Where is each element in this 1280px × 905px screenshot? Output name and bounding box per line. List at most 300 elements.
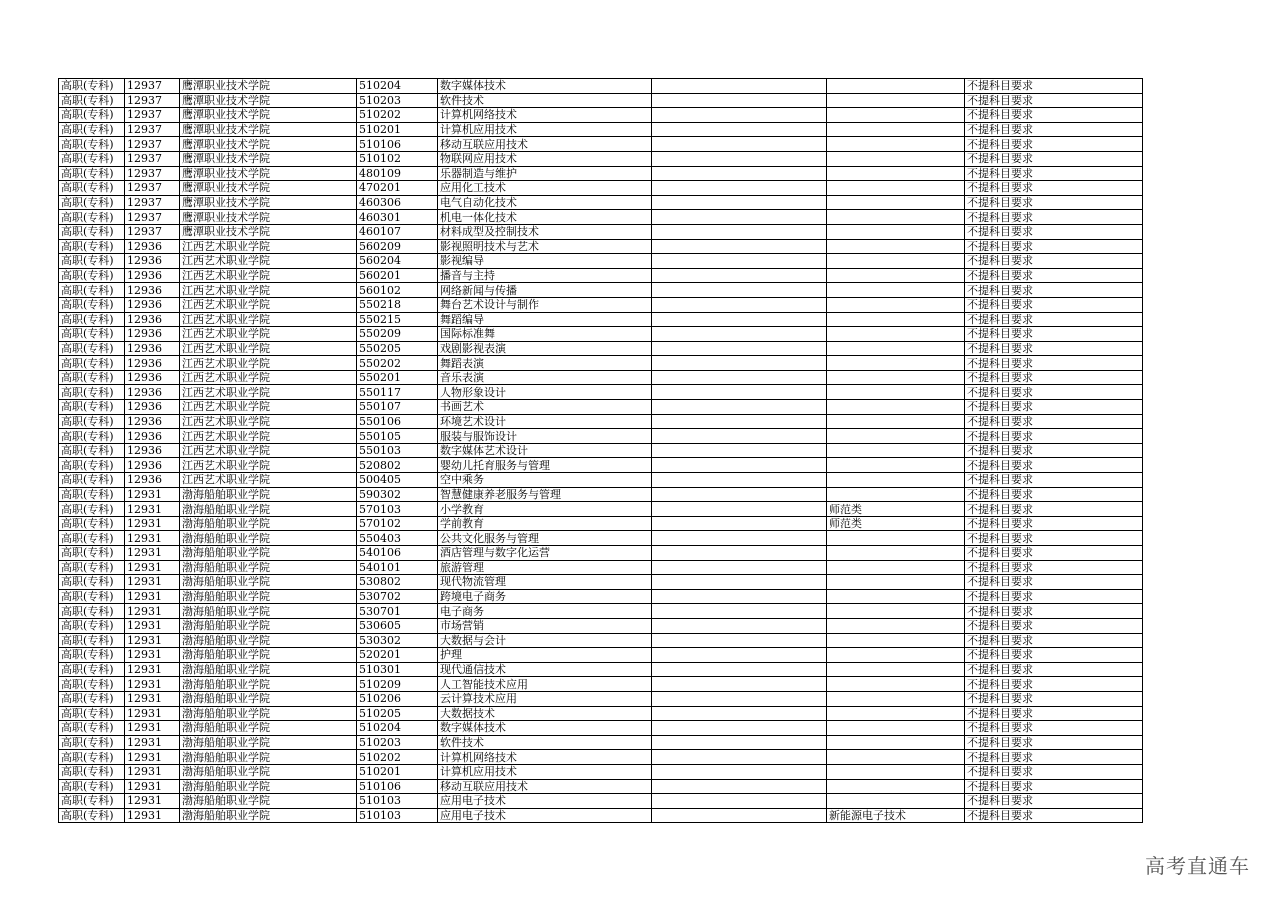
school-name-cell: 渤海船舶职业学院 <box>180 633 357 648</box>
school-code-cell: 12931 <box>125 575 180 590</box>
category-cell: 新能源电子技术 <box>827 808 965 823</box>
category-cell <box>827 458 965 473</box>
subject-requirement-cell: 不提科目要求 <box>965 575 1143 590</box>
table-row <box>59 151 1143 166</box>
school-code-cell: 12931 <box>125 764 180 779</box>
major-name-cell: 播音与主持 <box>438 268 652 283</box>
school-name-cell: 江西艺术职业学院 <box>180 283 357 298</box>
category-cell <box>827 341 965 356</box>
note-cell <box>652 268 827 283</box>
major-name-cell: 计算机网络技术 <box>438 750 652 765</box>
table-row <box>59 750 1143 765</box>
school-code-cell: 12931 <box>125 735 180 750</box>
category-cell <box>827 297 965 312</box>
note-cell <box>652 560 827 575</box>
school-name-cell: 渤海船舶职业学院 <box>180 648 357 663</box>
school-name-cell: 江西艺术职业学院 <box>180 356 357 371</box>
subject-requirement-cell: 不提科目要求 <box>965 691 1143 706</box>
note-cell <box>652 166 827 181</box>
major-code-cell: 460306 <box>357 195 438 210</box>
table-row <box>59 502 1143 517</box>
table-row <box>59 385 1143 400</box>
school-code-cell: 12936 <box>125 443 180 458</box>
note-cell <box>652 677 827 692</box>
table-row <box>59 779 1143 794</box>
level-cell: 高职(专科) <box>59 473 125 488</box>
school-name-cell: 渤海船舶职业学院 <box>180 794 357 809</box>
category-cell <box>827 648 965 663</box>
subject-requirement-cell: 不提科目要求 <box>965 283 1143 298</box>
school-name-cell: 渤海船舶职业学院 <box>180 560 357 575</box>
subject-requirement-cell: 不提科目要求 <box>965 93 1143 108</box>
major-code-cell: 560204 <box>357 254 438 269</box>
major-code-cell: 520802 <box>357 458 438 473</box>
level-cell: 高职(专科) <box>59 400 125 415</box>
subject-requirement-cell: 不提科目要求 <box>965 779 1143 794</box>
major-name-cell: 现代通信技术 <box>438 662 652 677</box>
major-name-cell: 云计算技术应用 <box>438 691 652 706</box>
category-cell <box>827 79 965 94</box>
school-code-cell: 12937 <box>125 210 180 225</box>
school-name-cell: 渤海船舶职业学院 <box>180 589 357 604</box>
major-code-cell: 530605 <box>357 618 438 633</box>
level-cell: 高职(专科) <box>59 239 125 254</box>
category-cell <box>827 473 965 488</box>
note-cell <box>652 575 827 590</box>
school-name-cell: 鹰潭职业技术学院 <box>180 108 357 123</box>
category-cell <box>827 151 965 166</box>
level-cell: 高职(专科) <box>59 327 125 342</box>
level-cell: 高职(专科) <box>59 618 125 633</box>
school-name-cell: 鹰潭职业技术学院 <box>180 93 357 108</box>
major-name-cell: 人工智能技术应用 <box>438 677 652 692</box>
level-cell: 高职(专科) <box>59 458 125 473</box>
school-code-cell: 12931 <box>125 546 180 561</box>
subject-requirement-cell: 不提科目要求 <box>965 195 1143 210</box>
table-row <box>59 356 1143 371</box>
level-cell: 高职(专科) <box>59 443 125 458</box>
category-cell <box>827 735 965 750</box>
school-name-cell: 鹰潭职业技术学院 <box>180 195 357 210</box>
school-code-cell: 12931 <box>125 706 180 721</box>
subject-requirement-cell: 不提科目要求 <box>965 706 1143 721</box>
note-cell <box>652 458 827 473</box>
subject-requirement-cell: 不提科目要求 <box>965 516 1143 531</box>
category-cell: 师范类 <box>827 502 965 517</box>
category-cell <box>827 283 965 298</box>
major-code-cell: 510106 <box>357 779 438 794</box>
table-row <box>59 531 1143 546</box>
school-code-cell: 12931 <box>125 721 180 736</box>
school-name-cell: 渤海船舶职业学院 <box>180 502 357 517</box>
category-cell <box>827 254 965 269</box>
school-name-cell: 渤海船舶职业学院 <box>180 706 357 721</box>
category-cell <box>827 633 965 648</box>
school-code-cell: 12937 <box>125 108 180 123</box>
note-cell <box>652 414 827 429</box>
school-name-cell: 渤海船舶职业学院 <box>180 764 357 779</box>
level-cell: 高职(专科) <box>59 210 125 225</box>
major-name-cell: 环境艺术设计 <box>438 414 652 429</box>
table-row <box>59 516 1143 531</box>
major-name-cell: 应用化工技术 <box>438 181 652 196</box>
level-cell: 高职(专科) <box>59 516 125 531</box>
major-name-cell: 书画艺术 <box>438 400 652 415</box>
level-cell: 高职(专科) <box>59 166 125 181</box>
school-code-cell: 12931 <box>125 794 180 809</box>
school-code-cell: 12931 <box>125 589 180 604</box>
subject-requirement-cell: 不提科目要求 <box>965 137 1143 152</box>
school-name-cell: 鹰潭职业技术学院 <box>180 166 357 181</box>
major-code-cell: 550201 <box>357 370 438 385</box>
school-name-cell: 渤海船舶职业学院 <box>180 604 357 619</box>
school-code-cell: 12931 <box>125 808 180 823</box>
table-row <box>59 312 1143 327</box>
category-cell <box>827 166 965 181</box>
table-row <box>59 560 1143 575</box>
table-row <box>59 224 1143 239</box>
major-code-cell: 510103 <box>357 794 438 809</box>
note-cell <box>652 546 827 561</box>
level-cell: 高职(专科) <box>59 721 125 736</box>
major-code-cell: 510201 <box>357 764 438 779</box>
level-cell: 高职(专科) <box>59 677 125 692</box>
table-row <box>59 691 1143 706</box>
school-code-cell: 12937 <box>125 93 180 108</box>
level-cell: 高职(专科) <box>59 648 125 663</box>
level-cell: 高职(专科) <box>59 735 125 750</box>
category-cell <box>827 779 965 794</box>
school-code-cell: 12937 <box>125 79 180 94</box>
major-name-cell: 移动互联应用技术 <box>438 137 652 152</box>
note-cell <box>652 473 827 488</box>
note-cell <box>652 633 827 648</box>
level-cell: 高职(专科) <box>59 546 125 561</box>
major-code-cell: 510103 <box>357 808 438 823</box>
school-name-cell: 江西艺术职业学院 <box>180 443 357 458</box>
note-cell <box>652 487 827 502</box>
major-name-cell: 材料成型及控制技术 <box>438 224 652 239</box>
school-name-cell: 江西艺术职业学院 <box>180 341 357 356</box>
category-cell <box>827 122 965 137</box>
major-code-cell: 510202 <box>357 108 438 123</box>
note-cell <box>652 764 827 779</box>
school-code-cell: 12937 <box>125 224 180 239</box>
school-name-cell: 江西艺术职业学院 <box>180 254 357 269</box>
category-cell: 师范类 <box>827 516 965 531</box>
school-name-cell: 鹰潭职业技术学院 <box>180 210 357 225</box>
subject-requirement-cell: 不提科目要求 <box>965 546 1143 561</box>
major-name-cell: 电子商务 <box>438 604 652 619</box>
note-cell <box>652 691 827 706</box>
note-cell <box>652 122 827 137</box>
subject-requirement-cell: 不提科目要求 <box>965 721 1143 736</box>
school-name-cell: 江西艺术职业学院 <box>180 385 357 400</box>
school-code-cell: 12936 <box>125 327 180 342</box>
school-code-cell: 12936 <box>125 254 180 269</box>
school-code-cell: 12936 <box>125 268 180 283</box>
table-row <box>59 122 1143 137</box>
category-cell <box>827 312 965 327</box>
major-code-cell: 480109 <box>357 166 438 181</box>
subject-requirement-cell: 不提科目要求 <box>965 808 1143 823</box>
major-name-cell: 学前教育 <box>438 516 652 531</box>
category-cell <box>827 531 965 546</box>
subject-requirement-cell: 不提科目要求 <box>965 429 1143 444</box>
school-code-cell: 12931 <box>125 618 180 633</box>
major-code-cell: 550117 <box>357 385 438 400</box>
school-name-cell: 渤海船舶职业学院 <box>180 808 357 823</box>
subject-requirement-cell: 不提科目要求 <box>965 370 1143 385</box>
table-row <box>59 458 1143 473</box>
major-code-cell: 460107 <box>357 224 438 239</box>
level-cell: 高职(专科) <box>59 93 125 108</box>
category-cell <box>827 93 965 108</box>
major-code-cell: 550105 <box>357 429 438 444</box>
subject-requirement-cell: 不提科目要求 <box>965 750 1143 765</box>
category-cell <box>827 327 965 342</box>
note-cell <box>652 648 827 663</box>
school-name-cell: 渤海船舶职业学院 <box>180 516 357 531</box>
subject-requirement-cell: 不提科目要求 <box>965 254 1143 269</box>
school-code-cell: 12936 <box>125 297 180 312</box>
school-code-cell: 12931 <box>125 691 180 706</box>
table-row <box>59 575 1143 590</box>
level-cell: 高职(专科) <box>59 794 125 809</box>
subject-requirement-cell: 不提科目要求 <box>965 677 1143 692</box>
major-name-cell: 影视编导 <box>438 254 652 269</box>
watermark-text: 高考直通车 <box>1145 854 1250 878</box>
level-cell: 高职(专科) <box>59 283 125 298</box>
level-cell: 高职(专科) <box>59 181 125 196</box>
school-code-cell: 12936 <box>125 370 180 385</box>
category-cell <box>827 706 965 721</box>
subject-requirement-cell: 不提科目要求 <box>965 79 1143 94</box>
major-name-cell: 市场营销 <box>438 618 652 633</box>
note-cell <box>652 735 827 750</box>
school-code-cell: 12937 <box>125 122 180 137</box>
major-name-cell: 大数据技术 <box>438 706 652 721</box>
major-name-cell: 数字媒体技术 <box>438 721 652 736</box>
school-name-cell: 渤海船舶职业学院 <box>180 487 357 502</box>
category-cell <box>827 356 965 371</box>
table-row <box>59 706 1143 721</box>
major-code-cell: 460301 <box>357 210 438 225</box>
school-code-cell: 12937 <box>125 195 180 210</box>
major-name-cell: 现代物流管理 <box>438 575 652 590</box>
major-code-cell: 510202 <box>357 750 438 765</box>
category-cell <box>827 443 965 458</box>
enrollment-table <box>58 78 1143 823</box>
category-cell <box>827 137 965 152</box>
note-cell <box>652 443 827 458</box>
note-cell <box>652 662 827 677</box>
school-code-cell: 12931 <box>125 531 180 546</box>
note-cell <box>652 516 827 531</box>
table-row <box>59 239 1143 254</box>
school-code-cell: 12937 <box>125 166 180 181</box>
major-name-cell: 影视照明技术与艺术 <box>438 239 652 254</box>
major-code-cell: 470201 <box>357 181 438 196</box>
level-cell: 高职(专科) <box>59 604 125 619</box>
school-name-cell: 渤海船舶职业学院 <box>180 575 357 590</box>
category-cell <box>827 691 965 706</box>
subject-requirement-cell: 不提科目要求 <box>965 312 1143 327</box>
major-name-cell: 机电一体化技术 <box>438 210 652 225</box>
major-code-cell: 560209 <box>357 239 438 254</box>
major-name-cell: 国际标准舞 <box>438 327 652 342</box>
level-cell: 高职(专科) <box>59 502 125 517</box>
school-name-cell: 江西艺术职业学院 <box>180 414 357 429</box>
subject-requirement-cell: 不提科目要求 <box>965 297 1143 312</box>
major-code-cell: 520201 <box>357 648 438 663</box>
major-name-cell: 乐器制造与维护 <box>438 166 652 181</box>
table-row <box>59 79 1143 94</box>
major-name-cell: 软件技术 <box>438 93 652 108</box>
major-name-cell: 音乐表演 <box>438 370 652 385</box>
subject-requirement-cell: 不提科目要求 <box>965 210 1143 225</box>
major-name-cell: 舞台艺术设计与制作 <box>438 297 652 312</box>
subject-requirement-cell: 不提科目要求 <box>965 633 1143 648</box>
major-code-cell: 510204 <box>357 79 438 94</box>
level-cell: 高职(专科) <box>59 779 125 794</box>
school-name-cell: 鹰潭职业技术学院 <box>180 137 357 152</box>
subject-requirement-cell: 不提科目要求 <box>965 458 1143 473</box>
category-cell <box>827 210 965 225</box>
school-code-cell: 12937 <box>125 151 180 166</box>
level-cell: 高职(专科) <box>59 531 125 546</box>
level-cell: 高职(专科) <box>59 808 125 823</box>
major-name-cell: 舞蹈表演 <box>438 356 652 371</box>
note-cell <box>652 400 827 415</box>
school-code-cell: 12931 <box>125 560 180 575</box>
school-name-cell: 江西艺术职业学院 <box>180 473 357 488</box>
major-name-cell: 智慧健康养老服务与管理 <box>438 487 652 502</box>
note-cell <box>652 254 827 269</box>
school-name-cell: 鹰潭职业技术学院 <box>180 151 357 166</box>
level-cell: 高职(专科) <box>59 297 125 312</box>
school-name-cell: 江西艺术职业学院 <box>180 312 357 327</box>
category-cell <box>827 414 965 429</box>
school-name-cell: 渤海船舶职业学院 <box>180 677 357 692</box>
note-cell <box>652 151 827 166</box>
major-name-cell: 服装与服饰设计 <box>438 429 652 444</box>
major-code-cell: 530802 <box>357 575 438 590</box>
school-code-cell: 12936 <box>125 385 180 400</box>
subject-requirement-cell: 不提科目要求 <box>965 239 1143 254</box>
category-cell <box>827 385 965 400</box>
major-code-cell: 510301 <box>357 662 438 677</box>
level-cell: 高职(专科) <box>59 385 125 400</box>
level-cell: 高职(专科) <box>59 691 125 706</box>
major-name-cell: 电气自动化技术 <box>438 195 652 210</box>
major-code-cell: 590302 <box>357 487 438 502</box>
school-code-cell: 12936 <box>125 312 180 327</box>
table-row <box>59 181 1143 196</box>
table-row <box>59 283 1143 298</box>
note-cell <box>652 181 827 196</box>
note-cell <box>652 721 827 736</box>
major-code-cell: 550103 <box>357 443 438 458</box>
table-body <box>59 79 1143 823</box>
category-cell <box>827 764 965 779</box>
category-cell <box>827 677 965 692</box>
table-row <box>59 487 1143 502</box>
major-name-cell: 戏剧影视表演 <box>438 341 652 356</box>
note-cell <box>652 239 827 254</box>
school-name-cell: 江西艺术职业学院 <box>180 239 357 254</box>
subject-requirement-cell: 不提科目要求 <box>965 735 1143 750</box>
category-cell <box>827 268 965 283</box>
note-cell <box>652 370 827 385</box>
category-cell <box>827 370 965 385</box>
school-name-cell: 渤海船舶职业学院 <box>180 618 357 633</box>
major-name-cell: 网络新闻与传播 <box>438 283 652 298</box>
major-code-cell: 570103 <box>357 502 438 517</box>
table-row <box>59 370 1143 385</box>
table-row <box>59 166 1143 181</box>
note-cell <box>652 808 827 823</box>
note-cell <box>652 531 827 546</box>
major-name-cell: 应用电子技术 <box>438 794 652 809</box>
level-cell: 高职(专科) <box>59 341 125 356</box>
major-name-cell: 人物形象设计 <box>438 385 652 400</box>
major-name-cell: 应用电子技术 <box>438 808 652 823</box>
school-code-cell: 12931 <box>125 662 180 677</box>
level-cell: 高职(专科) <box>59 662 125 677</box>
school-name-cell: 江西艺术职业学院 <box>180 458 357 473</box>
level-cell: 高职(专科) <box>59 122 125 137</box>
major-code-cell: 550218 <box>357 297 438 312</box>
table-row <box>59 473 1143 488</box>
level-cell: 高职(专科) <box>59 750 125 765</box>
major-code-cell: 550106 <box>357 414 438 429</box>
table-row <box>59 808 1143 823</box>
major-name-cell: 舞蹈编导 <box>438 312 652 327</box>
major-code-cell: 510205 <box>357 706 438 721</box>
level-cell: 高职(专科) <box>59 224 125 239</box>
note-cell <box>652 79 827 94</box>
school-name-cell: 渤海船舶职业学院 <box>180 546 357 561</box>
school-name-cell: 江西艺术职业学院 <box>180 429 357 444</box>
school-name-cell: 鹰潭职业技术学院 <box>180 122 357 137</box>
note-cell <box>652 341 827 356</box>
major-code-cell: 550403 <box>357 531 438 546</box>
subject-requirement-cell: 不提科目要求 <box>965 648 1143 663</box>
major-name-cell: 物联网应用技术 <box>438 151 652 166</box>
major-name-cell: 计算机应用技术 <box>438 764 652 779</box>
note-cell <box>652 195 827 210</box>
category-cell <box>827 224 965 239</box>
category-cell <box>827 575 965 590</box>
major-code-cell: 540101 <box>357 560 438 575</box>
note-cell <box>652 750 827 765</box>
school-name-cell: 渤海船舶职业学院 <box>180 531 357 546</box>
category-cell <box>827 108 965 123</box>
table-row <box>59 341 1143 356</box>
note-cell <box>652 794 827 809</box>
table-row <box>59 108 1143 123</box>
school-code-cell: 12936 <box>125 341 180 356</box>
level-cell: 高职(专科) <box>59 575 125 590</box>
subject-requirement-cell: 不提科目要求 <box>965 604 1143 619</box>
major-code-cell: 510102 <box>357 151 438 166</box>
note-cell <box>652 283 827 298</box>
table-row <box>59 195 1143 210</box>
note-cell <box>652 604 827 619</box>
note-cell <box>652 618 827 633</box>
major-code-cell: 530702 <box>357 589 438 604</box>
